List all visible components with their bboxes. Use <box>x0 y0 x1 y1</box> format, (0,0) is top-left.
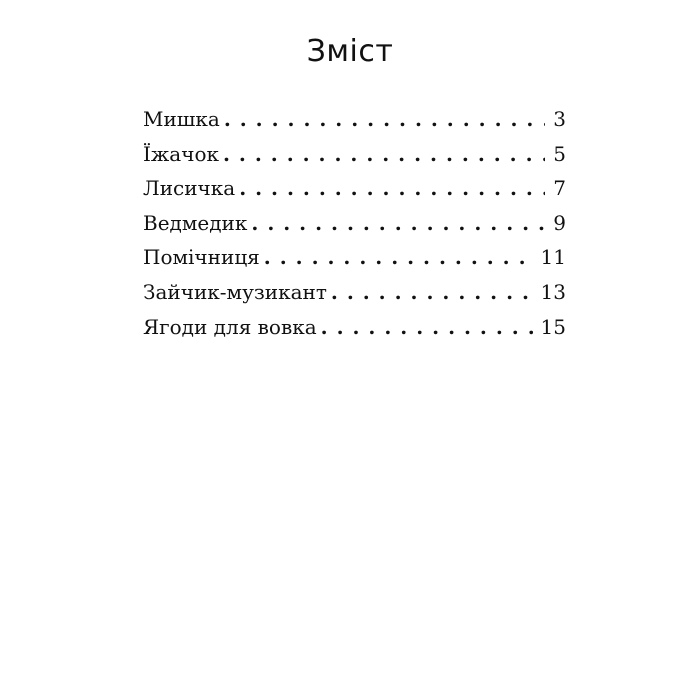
toc-entry-page: 9 <box>553 210 566 235</box>
dot-leader <box>264 245 533 269</box>
toc-entry-page: 11 <box>540 245 566 270</box>
toc-entry-page: 5 <box>553 141 566 166</box>
toc-entry[interactable] <box>143 176 566 211</box>
dot-leader <box>224 107 545 131</box>
toc-entry[interactable] <box>143 245 566 280</box>
toc-entry-title: Зайчик-музикант <box>143 279 327 304</box>
toc-entry-page: 15 <box>540 314 566 339</box>
dot-leader <box>251 211 545 235</box>
dot-leader <box>223 142 545 166</box>
table-of-contents <box>143 107 566 349</box>
toc-entry-title: Мишка <box>143 107 220 131</box>
toc-entry[interactable] <box>143 142 566 177</box>
toc-entry-title: Ягоди для вовка <box>143 314 317 339</box>
toc-entry-title: Лисичка <box>143 176 236 201</box>
toc-entry-page: 13 <box>540 279 566 304</box>
toc-entry[interactable] <box>143 107 566 142</box>
page-title: Зміст <box>306 34 394 69</box>
toc-entry[interactable] <box>143 211 566 246</box>
dot-leader <box>239 176 545 200</box>
dot-leader <box>331 280 533 304</box>
toc-entry-page: 7 <box>553 176 566 201</box>
dot-leader <box>321 315 533 339</box>
toc-entry[interactable] <box>143 280 566 315</box>
toc-entry[interactable] <box>143 315 566 350</box>
toc-entry-title: Помічниця <box>143 245 260 270</box>
toc-entry-page: 3 <box>553 107 566 131</box>
toc-entry-title: Їжачок <box>143 141 219 166</box>
toc-entry-title: Ведмедик <box>143 210 248 235</box>
